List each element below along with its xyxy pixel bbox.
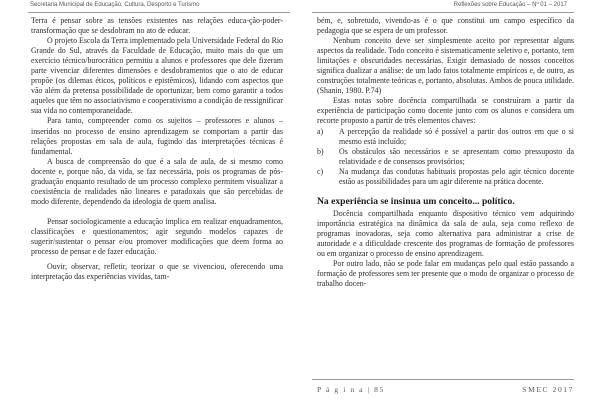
list-item-label: a) — [317, 126, 324, 136]
left-header-rule — [28, 12, 290, 13]
right-page — [300, 0, 600, 402]
paragraph: Docência compartilhada enquanto dispositivo técnico vem adquirindo importância estratégica na dinâmica da sala de aula, seja como reflexo de programas inovadoras, seja como alternativa para administrar a crise de autoridade e a dificuldade crescente dos programas de formação de professores ou em organizar o processo de ensino aprendizagem. — [317, 208, 574, 259]
paragraph: Ouvir, observar, refletir, teorizar o que se vivenciou, oferecendo uma interpretação das experiências vividas, tam- — [31, 262, 283, 282]
paragraph: Para tanto, compreender como os sujeitos – professores e alunos – inseridos no processo de ensino aprendizagem se comportam a partir das relações propostas em sala de aula, fugindo das interpretações técnicas é fundamental. — [31, 116, 283, 156]
paragraph: Estas notas sobre docência compartilhada se construíram a partir da experiência de participação como docente junto com os alunos e considera um recorte proposto a partir de três elementos chaves: — [317, 96, 574, 126]
right-header-rule — [312, 12, 574, 13]
paragraph: A busca de compreensão do que é a sala de aula, de si mesmo como docente e, porque não, da vida, se faz necessária, pois os programas de pós-graduação enquanto resultado de um processo complexo permitem visualizar a coexistência de realidades não lineares e paradoxais que são percebidas de modo diferente, dependendo da ideologia de quem analisa. — [31, 156, 283, 206]
footer-organization: SMEC 2017 — [522, 385, 574, 394]
list-item-text: A percepção da realidade só é possível a partir dos outros em que o si mesmo está incluído; — [339, 126, 574, 146]
quote-paragraph: Nenhum conceito deve ser simplesmente aceito por representar alguns aspectos da realidade. Todo conceito é sistematicamente seletivo e, portanto, tem limitações e obscuridades necessárias. Exigir demasiado de nossos conceitos significa dualizar a análise: de um lado fatos totalmente empíricos e, de outro, as construções totalmente teóricas e, portanto, absolutas. Ambos de pouca utilidade. (Shanin, 1980. P.74) — [317, 36, 574, 96]
page-number: P á g i n a | 85 — [317, 385, 385, 394]
section-heading: Na experiência se insinua um conceito... político. — [317, 195, 515, 207]
paragraph: Terra é pensar sobre as tensões existentes nas relações educa-ção-poder-transformação que se desdobram no ato de educar. — [31, 16, 283, 36]
list-item — [317, 167, 574, 187]
left-body-text — [31, 16, 283, 282]
right-running-header: Reflexões sobre Educação – Nº 01 – 2017 — [453, 2, 567, 8]
list-item-label: c) — [317, 166, 324, 176]
paragraph: Pensar sociologicamente a educação implica em realizar enquadramentos, classificações e questionamentos; agir segundo modelos capazes de sugerir/sustentar o pensar e/ou promover modificações que deem forma ao processo de pensar e de fazer educação. — [31, 216, 283, 257]
right-body-text — [317, 16, 574, 289]
paragraph: bém, e, sobretudo, vivendo-as é o que constitui um campo específico da pedagogia que se espera de um professor. — [317, 16, 574, 36]
paragraph: Por outro lado, não se pode falar em mudanças pelo qual estão passando a formação de professores sem ter presente que o modo de organizar o processo de trabalho docen- — [317, 259, 574, 289]
list-item-label: b) — [317, 146, 324, 156]
paragraph: O projeto Escola da Terra implementado pela Universidade Federal do Rio Grande do Sul, através da Faculdade de Educação, muito mais do que um exercício técnico/burocrático permitiu a alunos e professores que dele fizeram parte vivenciar diferentes dimensões e desdobramentos que o ato de educar propõe (os dilemas éticos, políticos e epistêmicos), lidando com aspectos que vão além da pretensa possibilidade de oportunizar, bem como garantir a todos aqueles que têm no associativismo e cooperativismo a condição de ressignificar sua vida no contemporaneidade. — [31, 36, 283, 116]
list-item — [317, 127, 574, 147]
list-item — [317, 147, 574, 167]
list-item-text: Os obstáculos são necessários e se apresentam como pressuposto da relatividade e de consensos provisórios; — [339, 146, 574, 166]
footer-rule — [312, 379, 574, 380]
list-item-text: Na mudança das condutas habituais propostas pelo agir técnico docente estão as possibilidades para um agir diferente na prática docente. — [339, 166, 574, 186]
left-running-header: Secretaria Municipal de Educação, Cultura, Desporto e Turismo — [30, 2, 200, 8]
